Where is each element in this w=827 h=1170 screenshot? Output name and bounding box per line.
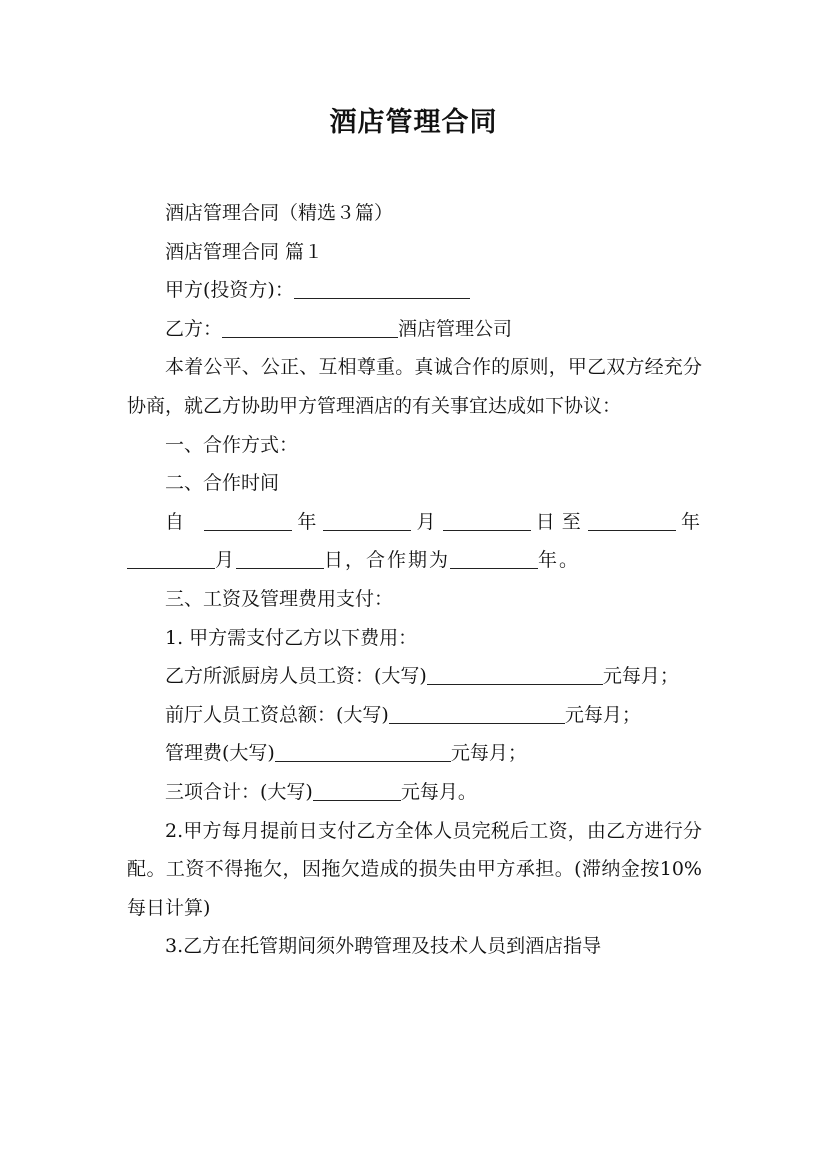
fee-line	[127, 734, 702, 773]
fee-suffix: 元每月；	[564, 703, 641, 726]
fee-label: 乙方所派厨房人员工资：(大写)	[165, 665, 427, 688]
clause-heading: 一、合作方式：	[165, 433, 299, 456]
fee-label: 前厅人员工资总额：(大写)	[165, 703, 389, 726]
term-text: 年。	[538, 549, 581, 572]
section-heading: 酒店管理合同 篇１	[165, 240, 324, 263]
party-a-line	[127, 271, 702, 310]
term-text: 月	[411, 510, 443, 533]
term-text: 日至	[530, 510, 588, 533]
fee-line	[127, 657, 702, 696]
fee-label: 三项合计：(大写)	[165, 780, 313, 803]
term-text: 月	[215, 549, 237, 572]
clause-heading: 二、合作时间	[165, 472, 280, 495]
party-b-suffix: 酒店管理公司	[398, 317, 513, 340]
party-b-line	[127, 310, 702, 349]
fee-line	[127, 773, 702, 812]
blank-line	[222, 318, 398, 338]
subtitle-line: 酒店管理合同（精选３篇）	[165, 202, 394, 224]
clause-heading: 三、工资及管理费用支付：	[165, 587, 394, 610]
fee-label: 管理费(大写)	[165, 742, 275, 765]
blank-line	[323, 511, 411, 531]
fee-suffix: 元每月；	[602, 665, 679, 688]
term-text: 年	[675, 510, 702, 533]
fee-suffix: 元每月；	[450, 742, 527, 765]
fee-suffix: 元每月。	[400, 780, 477, 803]
term-text: 自	[165, 510, 192, 533]
clause-item: 1. 甲方需支付乙方以下费用：	[165, 626, 418, 649]
blank-line	[275, 742, 451, 762]
fee-line	[127, 696, 702, 735]
preamble-paragraph: 本着公平、公正、互相尊重。真诚合作的原则，甲乙双方经充分协商，就乙方协助甲方管理酒店的有关事宜达成如下协议：	[127, 356, 702, 417]
blank-line	[389, 704, 565, 724]
blank-line	[204, 511, 292, 531]
blank-line	[236, 549, 324, 569]
blank-line	[450, 549, 538, 569]
blank-line	[294, 279, 470, 299]
document-body	[127, 194, 702, 966]
blank-line	[588, 511, 676, 531]
party-b-label: 乙方：	[165, 317, 223, 340]
document-title: 酒店管理合同	[329, 107, 498, 138]
term-text: 日，合作期为	[324, 549, 451, 572]
blank-line	[313, 781, 401, 801]
blank-line	[427, 665, 603, 685]
clause-paragraph: 2.甲方每月提前日支付乙方全体人员完税后工资，由乙方进行分配。工资不得拖欠，因拖欠造成的损失由甲方承担。(滞纳金按10%每日计算)	[127, 819, 702, 919]
term-paragraph	[127, 503, 702, 580]
party-a-label: 甲方(投资方)：	[165, 279, 294, 302]
clause-paragraph: 3.乙方在托管期间须外聘管理及技术人员到酒店指导	[165, 935, 602, 958]
blank-line	[443, 511, 531, 531]
term-text: 年	[292, 510, 324, 533]
blank-line	[127, 549, 215, 569]
